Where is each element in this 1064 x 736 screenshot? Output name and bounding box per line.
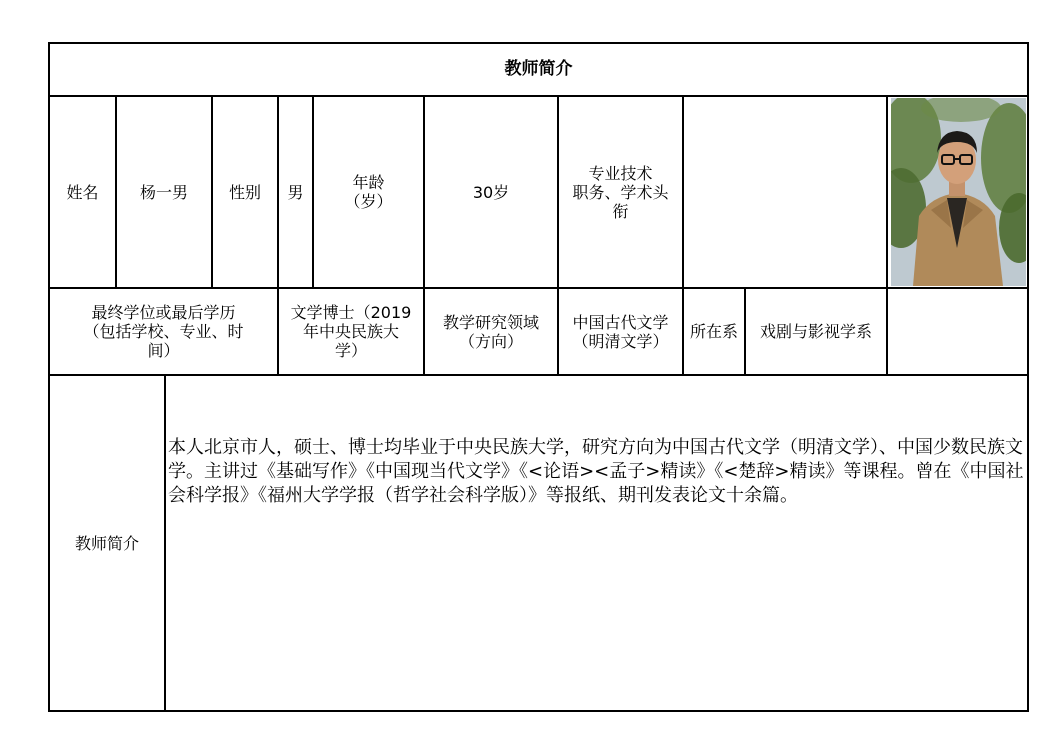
position-value bbox=[684, 97, 886, 287]
name-label: 姓名 bbox=[66, 182, 99, 202]
age-label: 年龄 （岁） bbox=[344, 173, 393, 211]
row-divider-3 bbox=[48, 374, 1029, 376]
col-divider bbox=[886, 96, 888, 375]
degree-label: 最终学位或最后学历 （包括学校、专业、时 间） bbox=[83, 303, 244, 360]
name-value: 杨一男 bbox=[139, 182, 188, 202]
dept-label: 所在系 bbox=[689, 322, 738, 341]
field-value: 中国古代文学 （明清文学） bbox=[572, 312, 669, 351]
bio-label: 教师简介 bbox=[74, 533, 139, 553]
gender-value: 男 bbox=[287, 182, 304, 202]
bio-text: 本人北京市人，硕士、博士均毕业于中央民族大学，研究方向为中国古代文学（明清文学）、中国少数民族文学。主讲过《基础写作》《中国现当代文学》《<论语><孟子>精读》《<楚辞>精读》等课程。曾在《中国社会科学报》《福州大学学报（哲学社会科学版）》等报纸、期刊发表论文十余篇。 bbox=[168, 437, 1024, 506]
teacher-photo bbox=[891, 98, 1026, 286]
field-label: 教学研究领域 （方向） bbox=[442, 312, 539, 351]
age-value: 30岁 bbox=[472, 182, 510, 202]
position-label: 专业技术 职务、学术头 衔 bbox=[572, 163, 669, 221]
degree-value: 文学博士（2019 年中央民族大 学） bbox=[290, 303, 412, 360]
gender-label: 性别 bbox=[228, 182, 261, 202]
dept-value: 戏剧与影视学系 bbox=[759, 322, 872, 341]
table-title: 教师简介 bbox=[504, 59, 573, 79]
col-divider bbox=[164, 375, 166, 712]
